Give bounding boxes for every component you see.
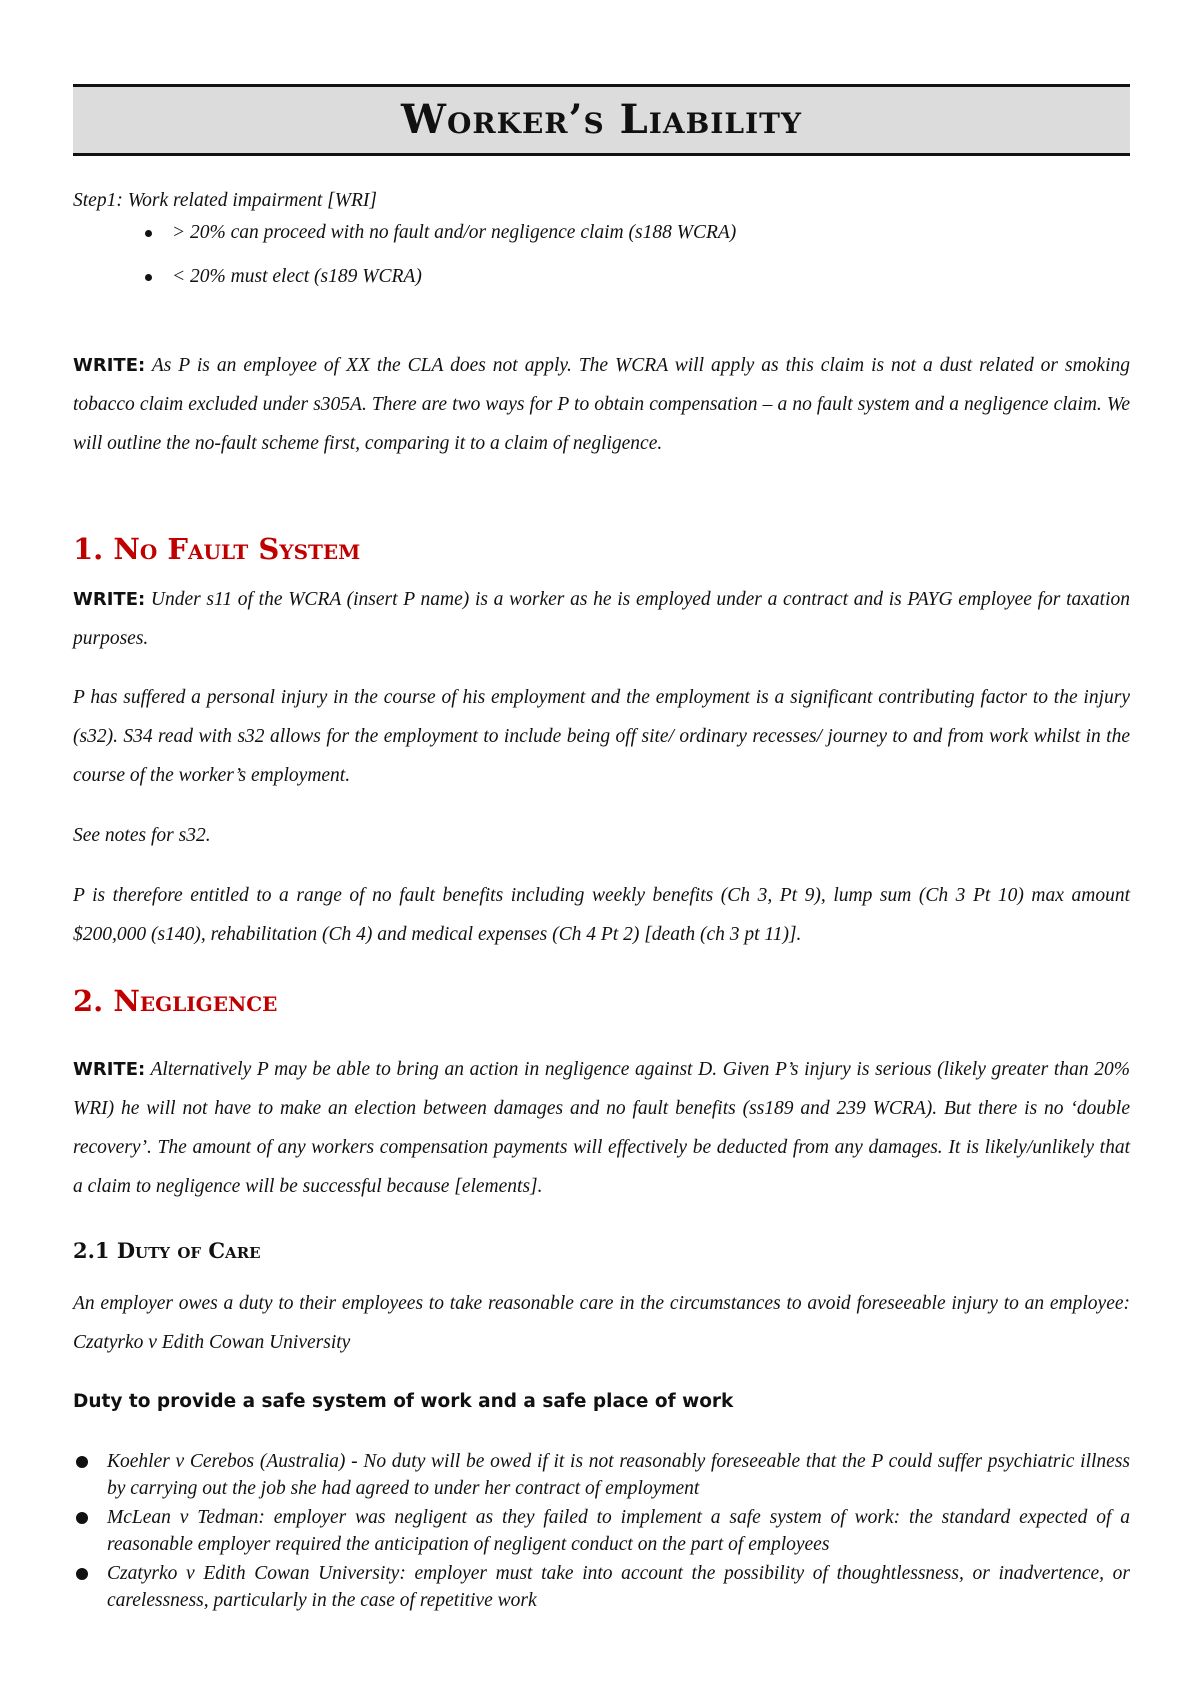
step1-bullet: > 20% can proceed with no fault and/or negligence claim (s188 WCRA) [145, 222, 736, 244]
no-fault-note: See notes for s32. [73, 825, 211, 846]
bullet-dot-icon [76, 1568, 88, 1580]
duty-of-care-paragraph: An employer owes a duty to their employees to take reasonable care in the circumstances to avoid foreseeable injury to an employee: Czatyrko v Edith Cowan University [73, 1293, 1130, 1353]
page-title: Worker’s Liability [401, 96, 802, 143]
list-item: Koehler v Cerebos (Australia) - No duty will be owed if it is not reasonably foreseeable that the P could suffer psychiatric illness by carrying out the job she had agreed to under her contract of employment [73, 1449, 1130, 1502]
subsection-heading-duty-of-care: 2.1 Duty of Care [73, 1238, 261, 1263]
negligence-write-paragraph: WRITE: Alternatively P may be able to bring an action in negligence against D. Given P’s injury is serious (likely greater than 20% WRI) he will not have to make an election between damages and no fault benefits (ss189 and 239 WCRA). But there is no ‘double recovery’. The amount of any workers compensation payments will effectively be deducted from any damages. It is likely/unlikely that a claim to negligence will be successful because [elements]. [73, 1059, 1130, 1197]
case-list [73, 1449, 1130, 1617]
bullet-dot-icon [145, 274, 152, 281]
no-fault-benefits-paragraph: P is therefore entitled to a range of no fault benefits including weekly benefits (Ch 3, Pt 9), lump sum (Ch 3 Pt 10) max amount $200,000 (s140), rehabilitation (Ch 4) and medical expenses (Ch 4 Pt 2) [death (ch 3 pt 11)]. [73, 885, 1130, 945]
no-fault-write-paragraph: WRITE: Under s11 of the WCRA (insert P name) is a worker as he is employed under a contract and is PAYG employee for taxation purposes. [73, 589, 1130, 649]
section-heading-no-fault: 1. No Fault System [73, 532, 361, 566]
list-item: McLean v Tedman: employer was negligent as they failed to implement a safe system of work: the standard expected of a reasonable employer required the anticipation of negligent conduct on the part of employees [73, 1505, 1130, 1558]
step1-bullet: < 20% must elect (s189 WCRA) [145, 266, 422, 288]
title-banner [73, 84, 1130, 156]
step1-label: Step1: Work related impairment [WRI] [73, 190, 378, 211]
bullet-dot-icon [76, 1512, 88, 1524]
bullet-dot-icon [145, 230, 152, 237]
safe-system-subheading: Duty to provide a safe system of work and a safe place of work [73, 1391, 734, 1412]
bullet-dot-icon [76, 1456, 88, 1468]
no-fault-paragraph: P has suffered a personal injury in the course of his employment and the employment is a significant contributing factor to the injury (s32). S34 read with s32 allows for the employment to include being off site/ ordinary recesses/ journey to and from work whilst in the course of the worker’s employment. [73, 687, 1130, 786]
section-heading-negligence: 2. Negligence [73, 984, 278, 1018]
list-item: Czatyrko v Edith Cowan University: employer must take into account the possibility of thoughtlessness, or inadvertence, or carelessness, particularly in the case of repetitive work [73, 1561, 1130, 1614]
intro-paragraph: WRITE: As P is an employee of XX the CLA does not apply. The WCRA will apply as this claim is not a dust related or smoking tobacco claim excluded under s305A. There are two ways for P to obtain compensation – a no fault system and a negligence claim. We will outline the no-fault scheme first, comparing it to a claim of negligence. [73, 355, 1130, 454]
